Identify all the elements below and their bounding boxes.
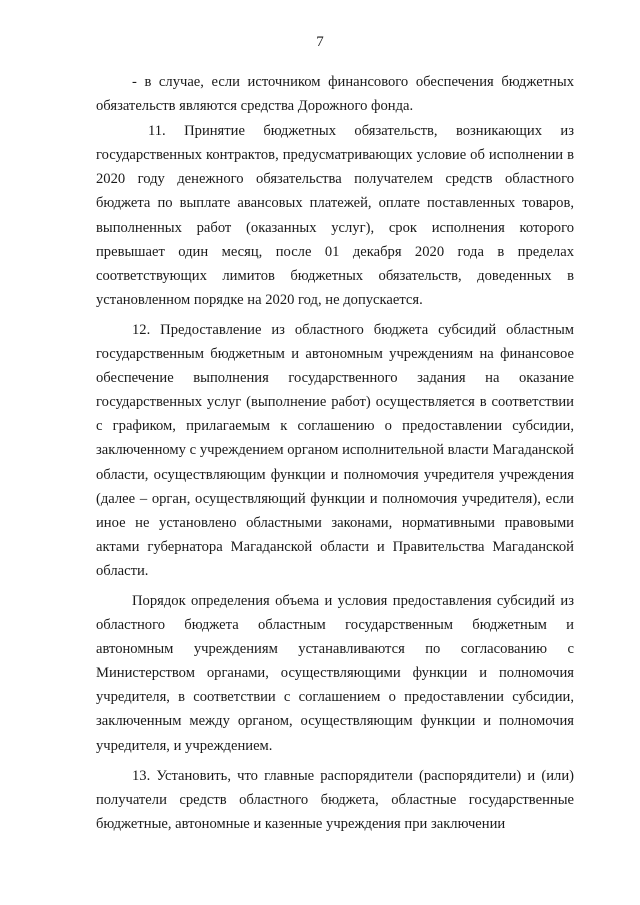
paragraph-item-13: 13. Установить, что главные распорядители (распорядители) и (или) получатели средств областного бюджета, областные государственные бюджетные, автономные и казенные учреждения при заключении <box>96 767 574 832</box>
paragraph-item-12: 12. Предоставление из областного бюджета субсидий областным государственным бюджетным и автономным учреждениям на финансовое обеспечение выполнения государственного задания на оказание государственных услуг (выполнение работ) осуществляется в соответствии с графиком, прилагаемым к соглашению о предоставлении субсидии, заключенному с учреждением органом исполнительной власти Магаданской области, осуществляющим функции и полномочия учредителя учреждения (далее – орган, осуществляющий функции и полномочия учредителя), если иное не установлено областными законами, нормативными правовыми актами губернатора Магаданской области и Правительства Магаданской области. <box>96 321 574 579</box>
document-body <box>96 70 574 836</box>
paragraph-item-11: 11. Принятие бюджетных обязательств, возникающих из государственных контрактов, предусматривающих условие об исполнении в 2020 году денежного обязательства получателем средств областного бюджета по выплате авансовых платежей, оплате поставленных товаров, выполненных работ (оказанных услуг), срок исполнения которого превышает один месяц, после 01 декабря 2020 года в пределах соответствующих лимитов бюджетных обязательств, доведенных в установленном порядке на 2020 год, не допускается. <box>96 123 574 308</box>
paragraph-subsidy-procedure: Порядок определения объема и условия предоставления субсидий из областного бюджета областным государственным бюджетным и автономным учреждениям устанавливаются по согласованию с Министерством органами, осуществляющими функции и полномочия учредителя, в соответствии с соглашением о предоставлении субсидии, заключенным между органом, осуществляющим функции и полномочия учредителя, и учреждением. <box>96 592 574 754</box>
page-number: 7 <box>316 34 324 50</box>
paragraph-road-fund: - в случае, если источником финансового обеспечения бюджетных обязательств являются средства Дорожного фонда. <box>96 74 574 115</box>
